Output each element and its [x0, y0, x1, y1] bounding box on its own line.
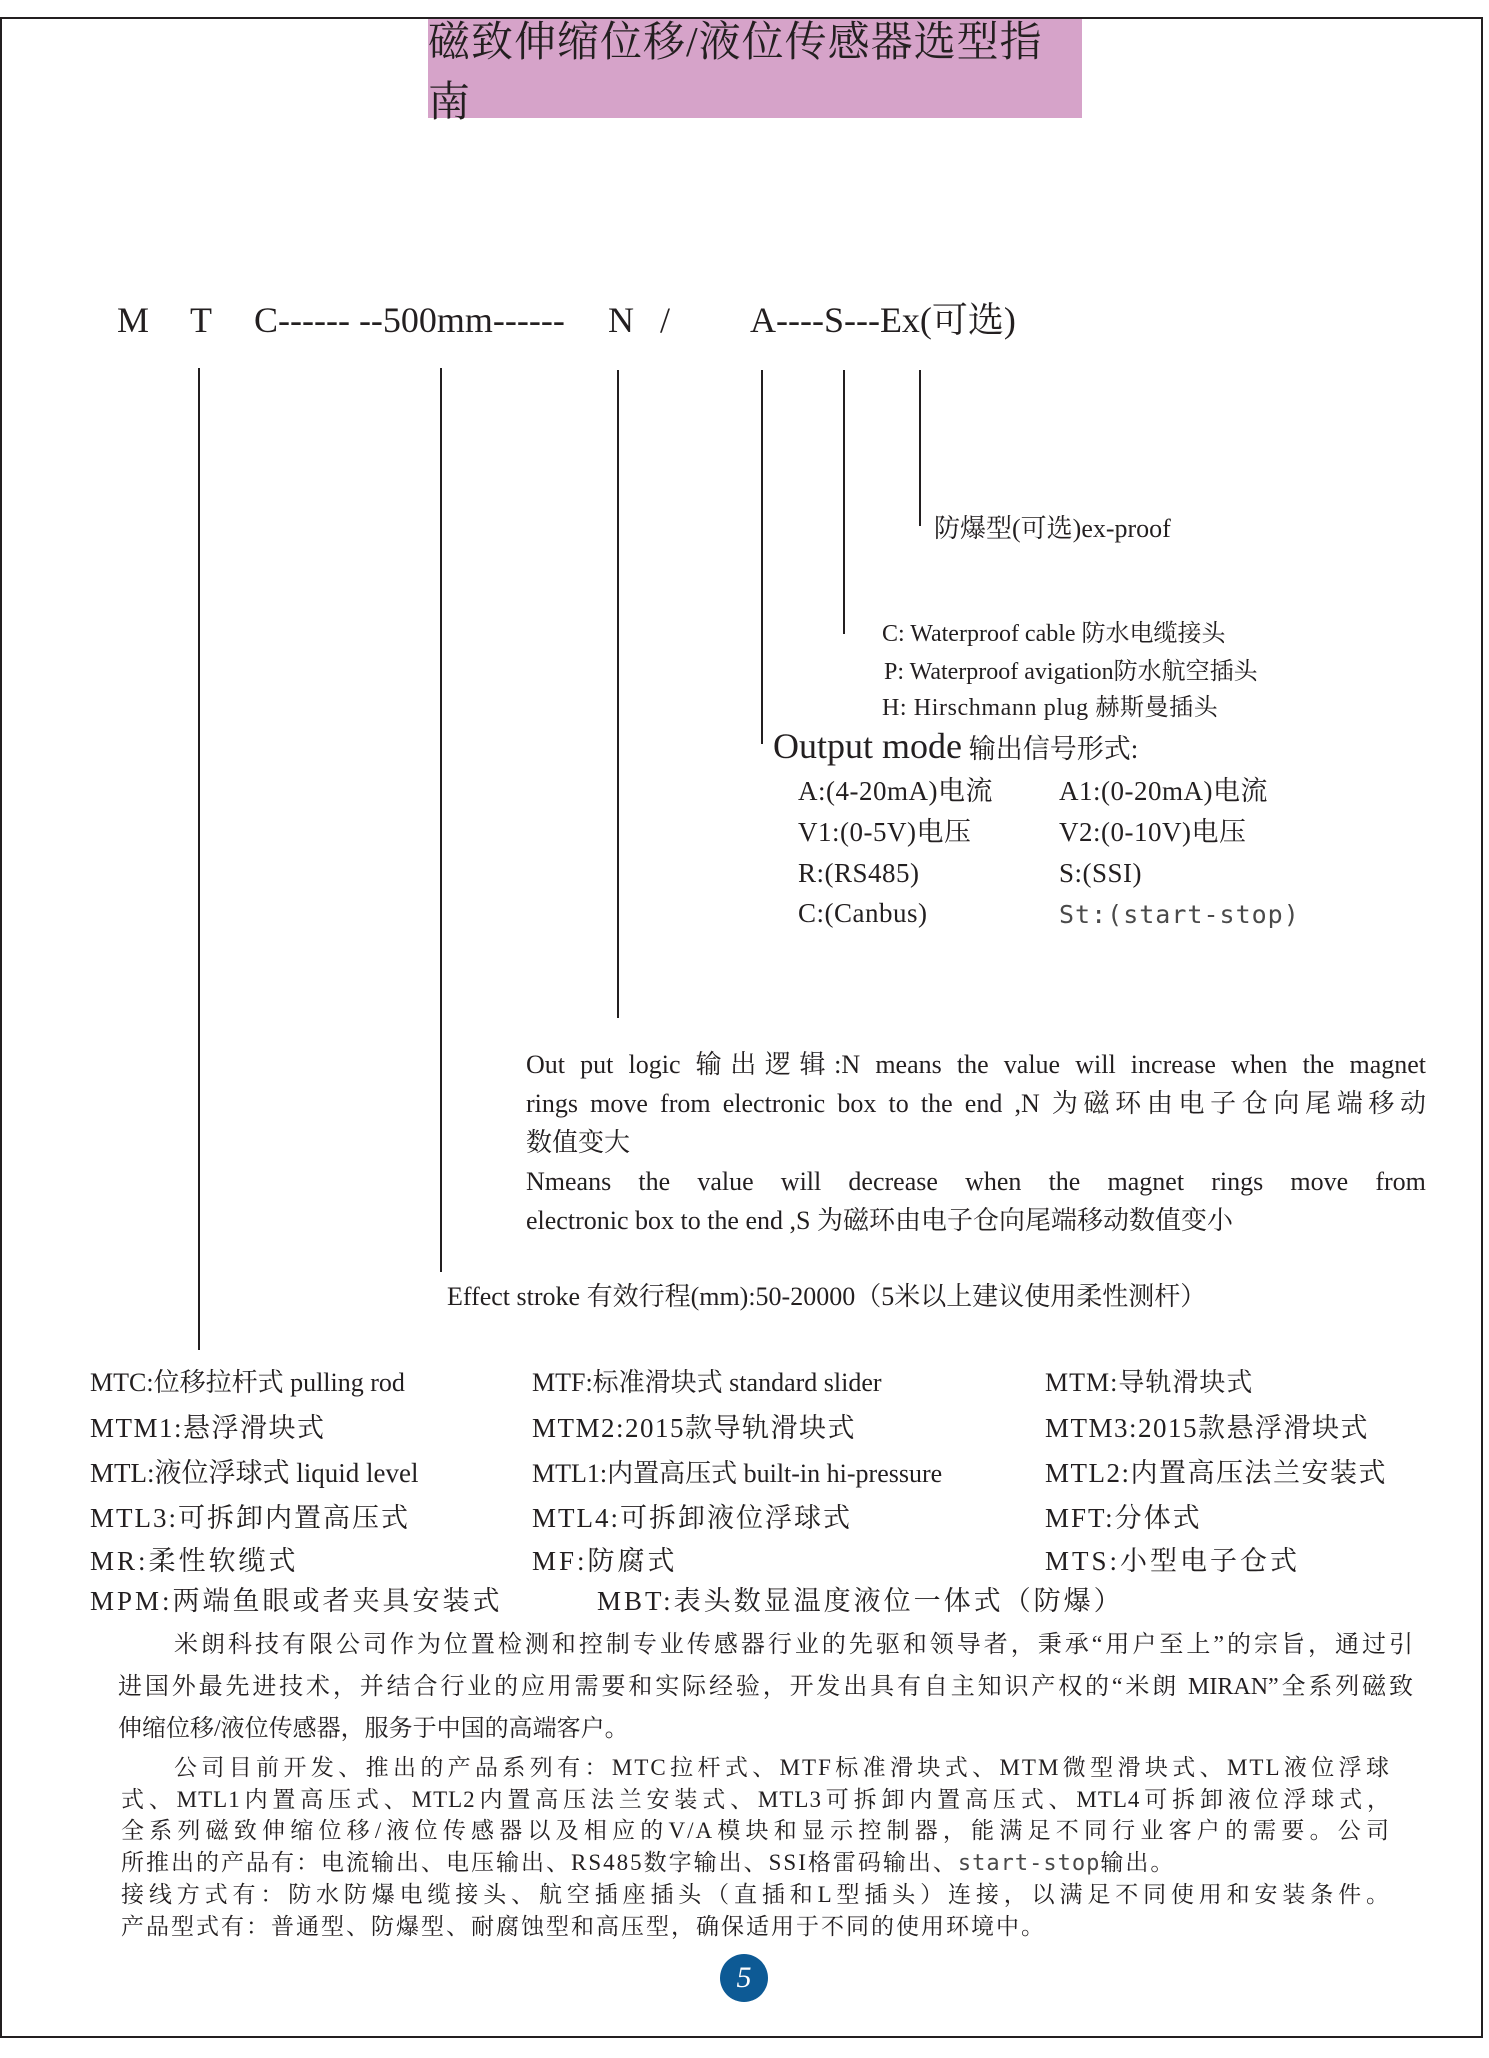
intro-paragraph: [118, 1624, 1413, 1750]
products-line: 全系列磁致伸缩位移/液位传感器以及相应的V/A模块和显示控制器，能满足不同行业客户的需要。公司: [121, 1818, 1391, 1843]
model-code-n: N: [608, 300, 634, 340]
word: from: [1375, 1167, 1426, 1196]
model-code-t: T: [190, 300, 212, 340]
connector-code: C:: [882, 621, 905, 647]
product-type-item: MTM:导轨滑块式: [1045, 1368, 1254, 1397]
leader-line-logic: [617, 370, 619, 1018]
leader-line-connector: [843, 370, 845, 634]
effect-stroke-label: Effect stroke 有效行程(mm):50-20000（5米以上建议使用柔性测杆）: [447, 1282, 1207, 1311]
products-line: 公司目前开发、推出的产品系列有：MTC拉杆式、MTF标准滑块式、MTM微型滑块式、MTL液位浮球: [174, 1755, 1391, 1780]
output-option: R:(RS485): [798, 858, 920, 888]
word: when: [965, 1167, 1022, 1196]
output-option: V1:(0-5V)电压: [798, 817, 972, 847]
product-type-item: MTM3:2015款悬浮滑块式: [1045, 1413, 1370, 1443]
output-option: St:(start-stop): [1059, 900, 1300, 929]
connector-code: H:: [882, 695, 908, 721]
ex-proof-label: 防爆型(可选)ex-proof: [934, 514, 1171, 543]
intro-line: 伸缩位移/液位传感器，服务于中国的高端客户。: [118, 1716, 629, 1742]
word: rings: [1211, 1167, 1264, 1196]
product-type-item: MBT:表头数显温度液位一体式（防爆）: [597, 1586, 1124, 1616]
page-number-badge: [720, 1954, 768, 2002]
output-logic-line: rings move from electronic box to the end ,N 为磁环由电子仓向尾端移动: [526, 1089, 1426, 1118]
product-type-item: MTM1:悬浮滑块式: [90, 1413, 326, 1443]
product-type-item: MTL3:可拆卸内置高压式: [90, 1503, 410, 1533]
word: Nmeans: [526, 1167, 612, 1196]
product-type-item: MTL:液位浮球式 liquid level: [90, 1458, 419, 1488]
products-paragraph: [121, 1752, 1391, 1942]
word: magnet: [1107, 1167, 1185, 1196]
model-code: [0, 302, 1489, 342]
product-type-item: MF:防腐式: [532, 1546, 678, 1576]
output-mode-heading-en: Output mode: [773, 726, 962, 766]
product-type-item: MFT:分体式: [1045, 1503, 1202, 1533]
product-type-item: MTL4:可拆卸液位浮球式: [532, 1503, 852, 1533]
output-mode-heading-cn: 输出信号形式:: [961, 734, 1139, 764]
intro-line: 进国外最先进技术，并结合行业的应用需要和实际经验，开发出具有自主知识产权的“米朗 MIRAN”全系列磁致: [118, 1674, 1413, 1700]
word: the: [1048, 1167, 1081, 1196]
model-code-c-stroke: C------ --500mm------: [254, 300, 565, 340]
output-option: A1:(0-20mA)电流: [1059, 776, 1268, 806]
products-line: 产品型式有：普通型、防爆型、耐腐蚀型和高压型，确保适用于不同的使用环境中。: [121, 1913, 1046, 1939]
product-type-item: MR:柔性软缆式: [90, 1546, 299, 1576]
product-type-item: MTF:标准滑块式 standard slider: [532, 1368, 882, 1397]
connector-label: Hirschmann plug 赫斯曼插头: [907, 695, 1219, 721]
output-option: C:(Canbus): [798, 898, 928, 928]
products-line: 接线方式有：防水防爆电缆接头、航空插座插头（直插和L型插头）连接，以满足不同使用和安装条件。: [121, 1882, 1391, 1907]
leader-line-type: [198, 368, 200, 1350]
product-type-item: MPM:两端鱼眼或者夹具安装式: [90, 1586, 503, 1616]
word: move: [1290, 1167, 1349, 1196]
products-line: 式、MTL1内置高压式、MTL2内置高压法兰安装式、MTL3可拆卸内置高压式、MTL4可拆卸液位浮球式，: [121, 1786, 1391, 1812]
output-logic-line: [526, 1162, 1426, 1201]
start-stop-term: start-stop: [957, 1850, 1101, 1876]
word: decrease: [848, 1167, 938, 1196]
products-line: [121, 1847, 1391, 1880]
output-mode-heading: [773, 728, 1138, 764]
connector-option-h: [882, 696, 1218, 720]
word: value: [697, 1167, 754, 1196]
connector-option-c: [882, 622, 1226, 646]
page-number: 5: [736, 1961, 752, 1994]
output-logic-line: 数值变大: [526, 1128, 631, 1157]
leader-line-exproof: [919, 370, 921, 526]
output-logic-line: Out put logic 输出逻辑:N means the value will increase when the magnet: [526, 1050, 1426, 1079]
title-banner: [428, 19, 1082, 126]
leader-line-output: [761, 370, 763, 744]
product-type-item: MTS:小型电子仓式: [1045, 1546, 1301, 1576]
product-type-item: MTM2:2015款导轨滑块式: [532, 1413, 857, 1443]
product-type-item: MTC:位移拉杆式 pulling rod: [90, 1368, 405, 1397]
output-option: A:(4-20mA)电流: [798, 776, 993, 806]
model-code-slash: /: [660, 300, 671, 340]
products-line-text: 所推出的产品有：电流输出、电压输出、RS485数字输出、SSI格雷码输出、: [121, 1849, 958, 1875]
connector-label: Waterproof cable 防水电缆接头: [904, 621, 1226, 647]
product-type-item: MTL2:内置高压法兰安装式: [1045, 1458, 1387, 1488]
word: the: [638, 1167, 671, 1196]
model-code-output-conn-ex: A----S---Ex(可选): [750, 300, 1016, 340]
output-option: S:(SSI): [1059, 858, 1143, 888]
word: will: [780, 1167, 822, 1196]
connector-label: Waterproof avigation防水航空插头: [904, 659, 1258, 685]
model-code-m: M: [117, 300, 150, 340]
products-line-text: 输出。: [1100, 1849, 1176, 1875]
output-logic-line: electronic box to the end ,S 为磁环由电子仓向尾端移动数值变小: [526, 1206, 1233, 1235]
output-logic-description: [526, 1045, 1426, 1240]
connector-code: P:: [884, 659, 905, 685]
product-type-item: MTL1:内置高压式 built-in hi-pressure: [532, 1459, 943, 1488]
output-option: V2:(0-10V)电压: [1059, 817, 1247, 847]
page-title: 磁致伸缩位移/液位传感器选型指南: [428, 19, 1043, 126]
connector-option-p: [884, 660, 1258, 684]
leader-line-stroke: [440, 368, 442, 1272]
intro-line: 米朗科技有限公司作为位置检测和控制专业传感器行业的先驱和领导者，秉承“用户至上”的宗旨，通过引: [174, 1632, 1413, 1658]
